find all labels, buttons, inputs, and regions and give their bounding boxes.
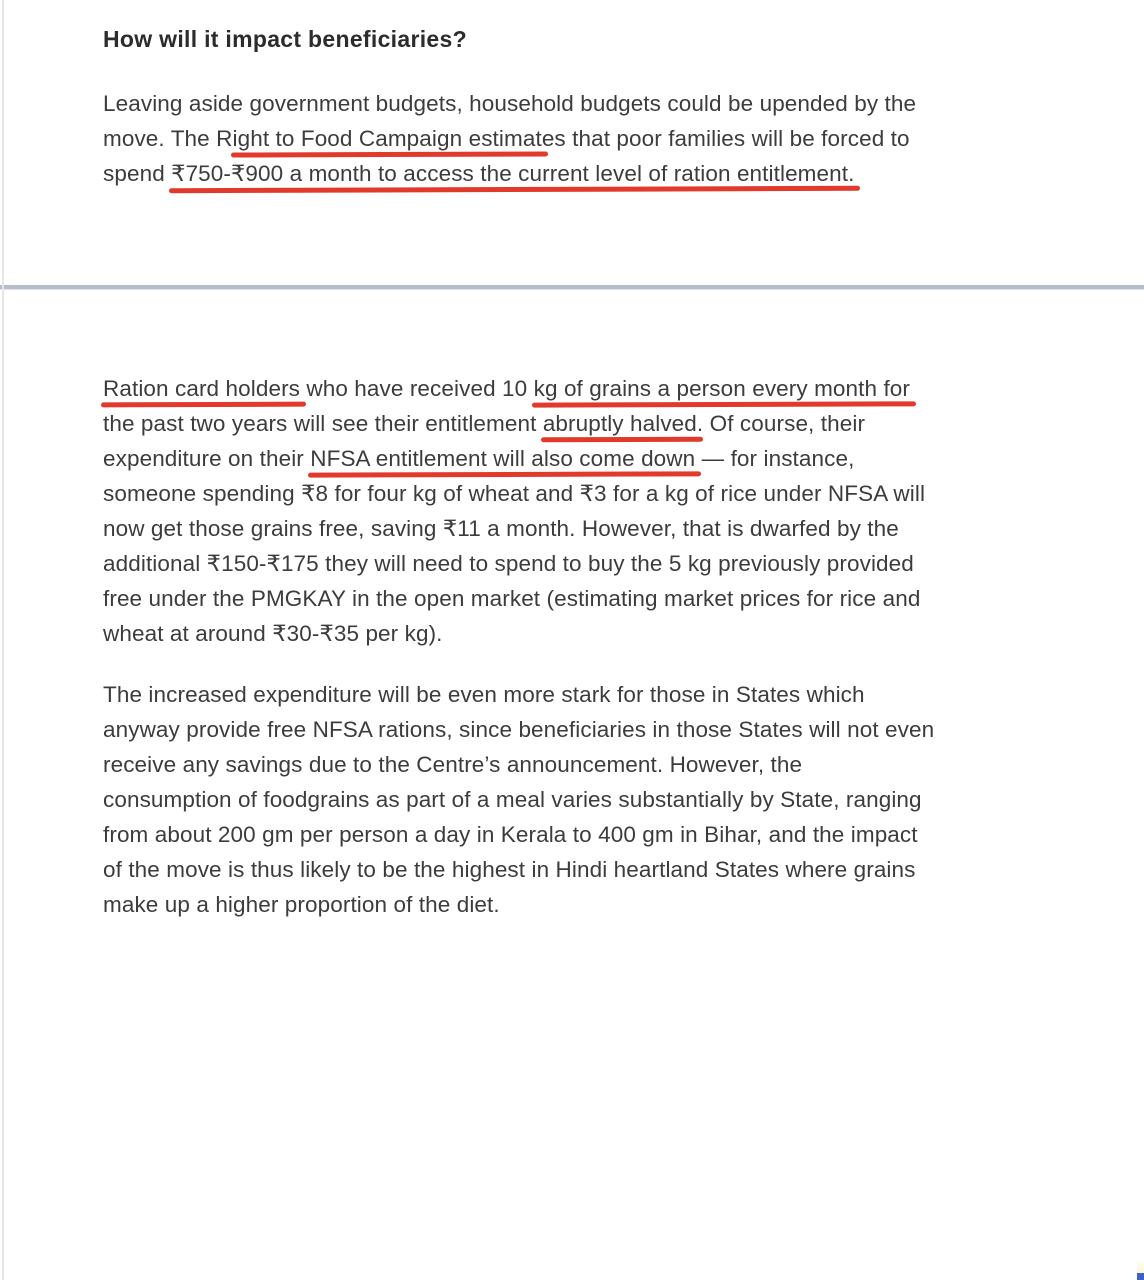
paragraph bbox=[103, 677, 1084, 922]
text-segment: — for instance, bbox=[695, 446, 855, 471]
text-segment: someone spending ₹8 for four kg of wheat and ₹3 for a kg of rice under NFSA will bbox=[103, 481, 926, 506]
text-segment: spend bbox=[103, 161, 172, 186]
text-segment: es that poor families will be forced to bbox=[541, 126, 910, 151]
text-line bbox=[103, 511, 1084, 546]
text-segment: anyway provide free NFSA rations, since beneficiaries in those States will not even bbox=[103, 717, 935, 742]
text-segment: additional ₹150-₹175 they will need to spend to buy the 5 kg previously provided bbox=[103, 551, 914, 576]
text-segment: . Of course, their bbox=[696, 411, 866, 436]
text-line bbox=[103, 371, 1084, 406]
body-paragraphs bbox=[103, 371, 1084, 922]
text-segment: The increased expenditure will be even more stark for those in States which bbox=[103, 682, 865, 707]
red-underline-annotation: NFSA entitlement will also come down bbox=[310, 446, 696, 471]
text-segment: consumption of foodgrains as part of a meal varies substantially by State, ranging bbox=[103, 787, 922, 812]
intro-section bbox=[0, 0, 1144, 191]
text-line bbox=[103, 121, 1084, 156]
text-line bbox=[103, 887, 1084, 922]
corner-image-fragment bbox=[1137, 1261, 1144, 1280]
red-underline-annotation: ight to Food Campaign estimat bbox=[232, 126, 542, 151]
text-segment: now get those grains free, saving ₹11 a month. However, that is dwarfed by the bbox=[103, 516, 899, 541]
text-line bbox=[103, 406, 1084, 441]
text-line bbox=[103, 86, 1084, 121]
red-underline-annotation: kg of grains a person every month for bbox=[533, 376, 911, 401]
body-section bbox=[0, 290, 1144, 922]
text-segment: who have received 10 bbox=[300, 376, 534, 401]
text-segment: from about 200 gm per person a day in Kerala to 400 gm in Bihar, and the impact bbox=[103, 822, 918, 847]
text-segment: make up a higher proportion of the diet. bbox=[103, 892, 500, 917]
text-segment: Leaving aside government budgets, household budgets could be upended by the bbox=[103, 91, 917, 116]
text-line bbox=[103, 712, 1084, 747]
text-line bbox=[103, 581, 1084, 616]
text-line bbox=[103, 441, 1084, 476]
section-heading: How will it impact beneficiaries? bbox=[103, 26, 467, 52]
paragraph bbox=[103, 86, 1084, 191]
text-segment: free under the PMGKAY in the open market (estimating market prices for rice and bbox=[103, 586, 921, 611]
intro-paragraphs bbox=[103, 86, 1084, 191]
red-underline-annotation: ₹750-₹900 a month to access the current level of ration entitlement. bbox=[171, 161, 855, 186]
text-line bbox=[103, 677, 1084, 712]
text-line bbox=[103, 817, 1084, 852]
text-line bbox=[103, 156, 1084, 191]
red-underline-annotation: abruptly halved bbox=[542, 411, 697, 436]
text-line bbox=[103, 546, 1084, 581]
text-segment: receive any savings due to the Centre’s announcement. However, the bbox=[103, 752, 803, 777]
text-segment: of the move is thus likely to be the highest in Hindi heartland States where grains bbox=[103, 857, 916, 882]
text-line bbox=[103, 852, 1084, 887]
red-underline-annotation: Ration card holders bbox=[103, 376, 301, 401]
text-line bbox=[103, 747, 1084, 782]
text-segment: wheat at around ₹30-₹35 per kg). bbox=[103, 621, 443, 646]
text-segment: move. The R bbox=[103, 126, 233, 151]
text-line bbox=[103, 476, 1084, 511]
corner-blue-pixel bbox=[1137, 1273, 1144, 1280]
left-edge-line bbox=[2, 0, 4, 1280]
text-segment: expenditure on their bbox=[103, 446, 311, 471]
paragraph bbox=[103, 371, 1084, 651]
text-segment: the past two years will see their entitlement bbox=[103, 411, 543, 436]
text-line bbox=[103, 616, 1084, 651]
text-line bbox=[103, 782, 1084, 817]
